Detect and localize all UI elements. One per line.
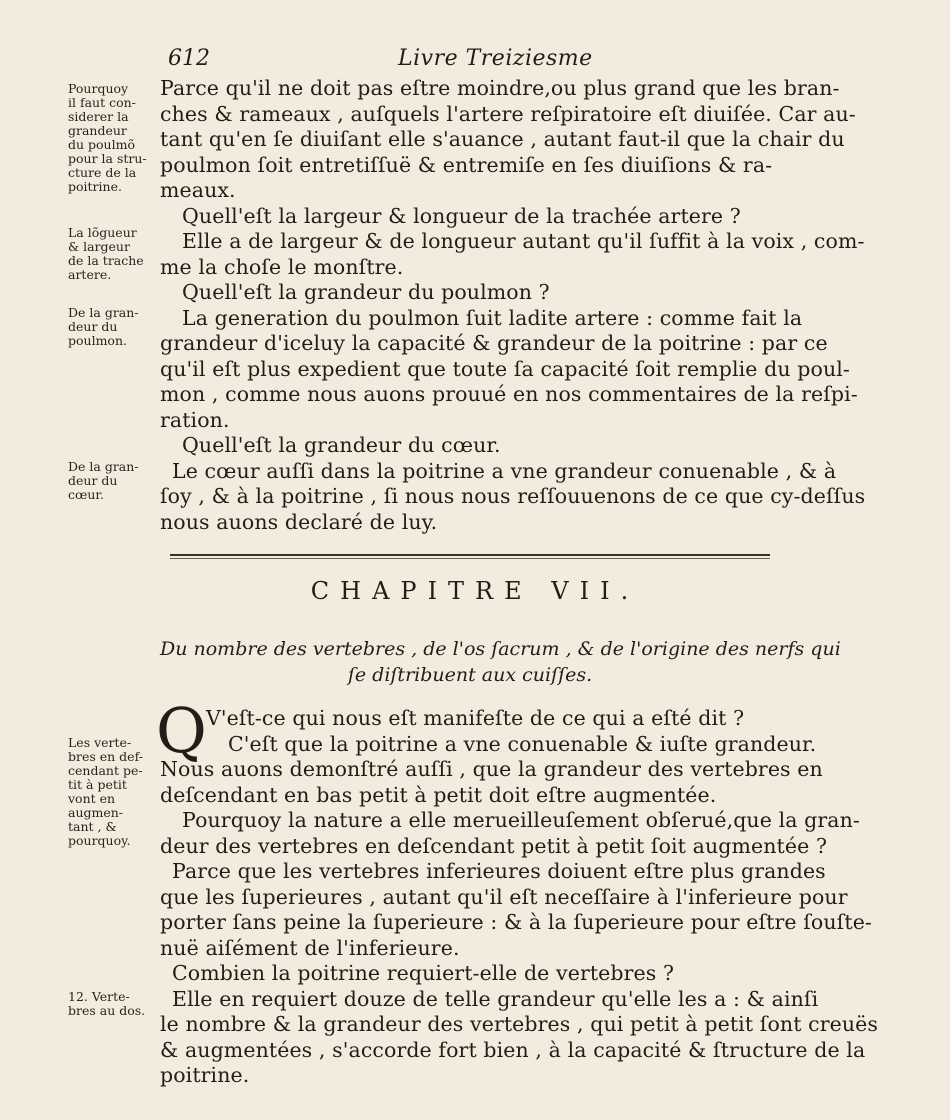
margin-note-poulmon xyxy=(68,306,160,348)
text-line: Nous auons demonſtré auſſi , que la grandeur des vertebres en xyxy=(160,757,823,781)
margin-note-line: pour la stru- xyxy=(68,151,147,166)
margin-note-line: La lõgueur xyxy=(68,225,137,240)
margin-note-line: cendant pe- xyxy=(68,763,143,778)
margin-note-line: De la gran- xyxy=(68,305,139,320)
margin-note-line: Pourquoy xyxy=(68,81,129,96)
margin-note-line: bres en def- xyxy=(68,749,143,764)
question-line: Quell'eſt la largeur & longueur de la trachée artere ? xyxy=(182,203,741,228)
text-line: tant qu'en ſe diuiſant elle s'auance , autant faut-il que la chair du xyxy=(160,127,845,151)
text-line: que les ſuperieures , autant qu'il eſt neceſſaire à l'inferieure pour xyxy=(160,884,848,909)
margin-note-line: tit à petit xyxy=(68,777,127,792)
text-line: C'eſt que la poitrine a vne conuenable & iuſte grandeur. xyxy=(228,731,817,756)
body-text-top xyxy=(160,76,866,535)
margin-note-douze xyxy=(68,990,160,1018)
text-line: le nombre & la grandeur des vertebres , qui petit à petit ſont creuës xyxy=(160,1012,879,1036)
margin-note-line: deur du xyxy=(68,473,118,488)
margin-note-line: deur du xyxy=(68,319,118,334)
text-line: ches & rameaux , auſquels l'artere reſpiratoire eſt diuiſée. Car au- xyxy=(160,101,856,126)
text-line: qu'il eſt plus expedient que toute ſa capacité ſoit remplie du poul- xyxy=(160,356,850,381)
margin-note-coeur xyxy=(68,460,160,502)
question-line: Quell'eſt la grandeur du poulmon ? xyxy=(182,280,550,304)
text-line: & augmentées , s'accorde fort bien , à la capacité & ſtructure de la xyxy=(160,1037,866,1062)
text-line: deur des vertebres en deſcendant petit à petit ſoit augmentée ? xyxy=(160,833,828,858)
margin-note-line: 12. Verte- xyxy=(68,989,130,1004)
margin-note-line: vont en xyxy=(68,791,116,806)
text-line: nous auons declaré de luy. xyxy=(160,509,438,534)
body-text-chapter xyxy=(160,706,879,1089)
question-line: Quell'eſt la grandeur du cœur. xyxy=(182,433,501,457)
text-line: meaux. xyxy=(160,178,236,202)
margin-note-line: poitrine. xyxy=(68,179,122,194)
margin-note-trachee xyxy=(68,226,160,282)
text-line: V'eſt-ce qui nous eſt manifeſte de ce qui a eſté dit ? xyxy=(206,706,745,730)
chapter-title: CHAPITRE VII. xyxy=(310,577,640,605)
page-number: 612 xyxy=(168,46,210,71)
margin-note-line: de la trache xyxy=(68,253,144,268)
text-line: ration. xyxy=(160,407,230,432)
chapter-subtitle xyxy=(160,636,841,688)
margin-note-line: Les verte- xyxy=(68,735,132,750)
margin-note-line: poulmon. xyxy=(68,333,127,348)
chapter-subtitle-line: Du nombre des vertebres , de l'os ſacrum , & de l'origine des nerfs qui xyxy=(160,638,841,660)
text-line: Parce qu'il ne doit pas eſtre moindre,ou plus grand que les bran- xyxy=(160,76,840,100)
text-line: deſcendant en bas petit à petit doit eſtre augmentée. xyxy=(160,782,717,807)
margin-note-line: cœur. xyxy=(68,487,104,502)
margin-note-line: De la gran- xyxy=(68,459,139,474)
text-line: Elle a de largeur & de longueur autant qu'il ſuffit à la voix , com- xyxy=(182,229,865,253)
text-line: mon , comme nous auons prouué en nos commentaires de la reſpi- xyxy=(160,382,858,406)
section-rule-thin xyxy=(170,558,770,559)
chapter-subtitle-line: ſe diſtribuent aux cuiſſes. xyxy=(347,664,593,686)
margin-note-line: grandeur xyxy=(68,123,127,138)
margin-note-line: & largeur xyxy=(68,239,130,254)
margin-note-line: du poulmõ xyxy=(68,137,135,152)
running-title: Livre Treiziesme xyxy=(398,46,593,71)
text-line: La generation du poulmon ſuit ladite artere : comme fait la xyxy=(182,305,803,330)
text-line: grandeur d'iceluy la capacité & grandeur de la poitrine : par ce xyxy=(160,331,828,355)
text-line: Parce que les vertebres inferieures doiuent eſtre plus grandes xyxy=(172,859,826,883)
drop-cap: Q xyxy=(156,694,207,767)
section-rule xyxy=(170,554,770,556)
text-line: me la choſe le monſtre. xyxy=(160,254,404,279)
question-line: Combien la poitrine requiert-elle de vertebres ? xyxy=(172,961,675,985)
margin-note-line: bres au dos. xyxy=(68,1003,146,1018)
text-line: poulmon ſoit entretiſſuë & entremiſe en ſes diuiſions & ra- xyxy=(160,152,773,177)
text-line: Elle en requiert douze de telle grandeur qu'elle les a : & ainſi xyxy=(172,986,819,1011)
margin-note-line: tant , & xyxy=(68,819,117,834)
margin-note-line: il faut con- xyxy=(68,95,136,110)
margin-note-grandeur-poulmon xyxy=(68,82,160,194)
text-line: ſoy , & à la poitrine , ſi nous nous reſſouuenons de ce que cy-deſſus xyxy=(160,484,866,508)
page-header xyxy=(0,42,800,76)
text-line: poitrine. xyxy=(160,1063,250,1087)
margin-note-vertebres xyxy=(68,736,160,848)
margin-note-line: augmen- xyxy=(68,805,124,820)
text-line: porter ſans peine la ſuperieure : & à la ſuperieure pour eſtre ſouſte- xyxy=(160,910,872,934)
margin-note-line: pourquoy. xyxy=(68,833,131,848)
question-line: Pourquoy la nature a elle merueilleuſement obſerué,que la gran- xyxy=(182,808,860,832)
text-line: nuë aiſément de l'inferieure. xyxy=(160,935,460,960)
text-line: Le cœur auſſi dans la poitrine a vne grandeur conuenable , & à xyxy=(172,458,837,483)
margin-note-line: artere. xyxy=(68,267,112,282)
margin-note-line: cture de la xyxy=(68,165,137,180)
margin-note-line: siderer la xyxy=(68,109,129,124)
